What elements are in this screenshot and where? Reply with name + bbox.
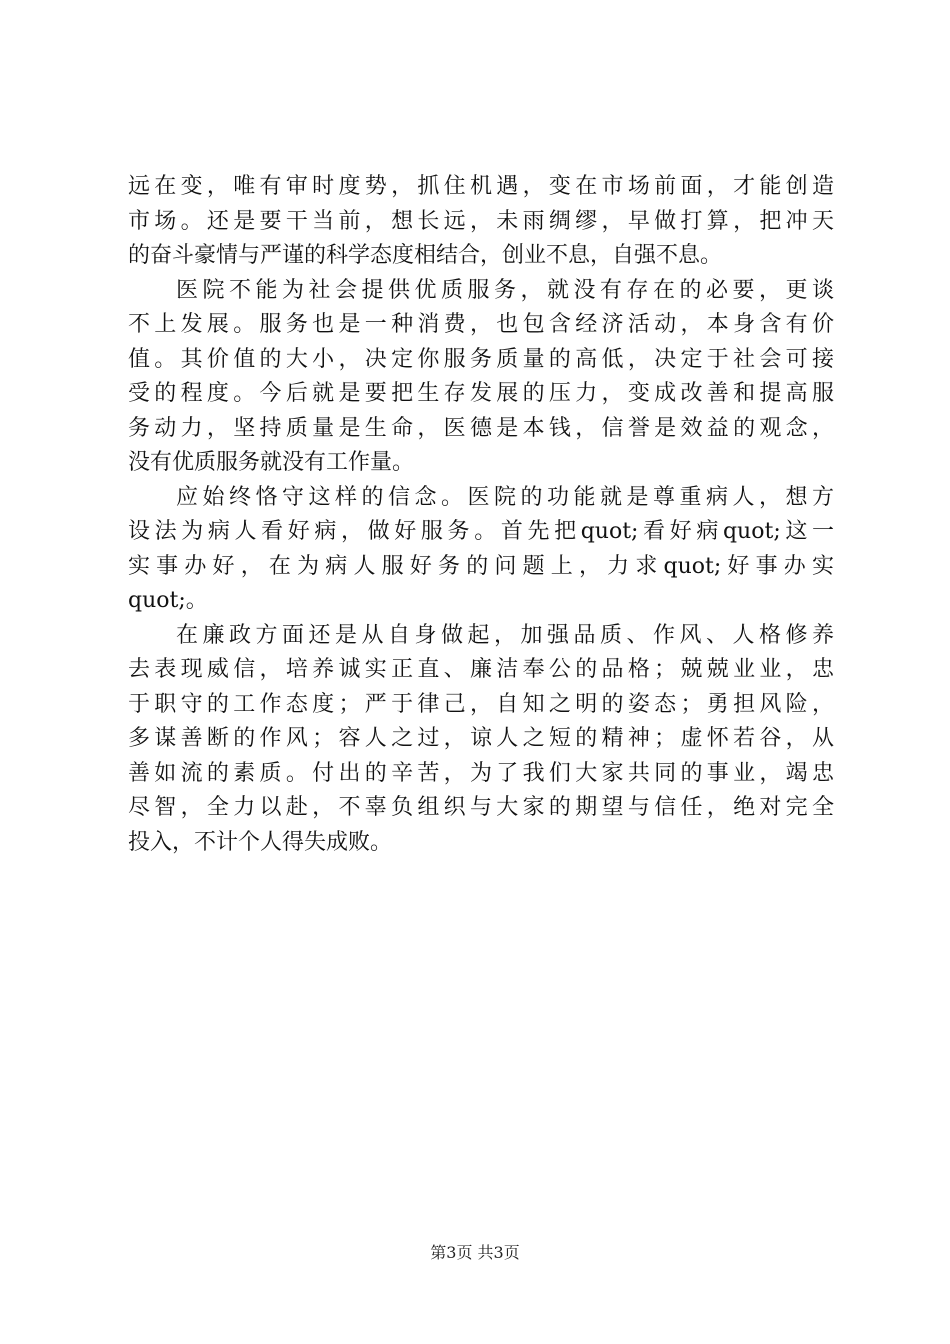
text-line: 不上发展。服务也是一种消费，也包含经济活动，本身含有价 xyxy=(128,312,834,337)
text-line: quot;。 xyxy=(128,588,208,613)
document-body xyxy=(128,170,834,860)
text-line: 尽智，全力以赴，不辜负组织与大家的期望与信任，绝对完全 xyxy=(128,795,834,820)
text-line: 远在变，唯有审时度势，抓住机遇，变在市场前面，才能创造 xyxy=(128,174,834,199)
page-number-footer: 第3页 共3页 xyxy=(430,1243,520,1262)
text-line: 在廉政方面还是从自身做起，加强品质、作风、人格修养 xyxy=(176,622,834,648)
text-line: 值。其价值的大小，决定你服务质量的高低，决定于社会可接 xyxy=(128,346,834,372)
text-line: 实事办好，在为病人服好务的问题上，力求quot;好事办实 xyxy=(128,553,834,579)
text-line: 于职守的工作态度；严于律己，自知之明的姿态；勇担风险， xyxy=(128,691,834,717)
text-line: 多谋善断的作风；容人之过，谅人之短的精神；虚怀若谷，从 xyxy=(128,726,834,751)
text-line: 投入，不计个人得失成败。 xyxy=(128,829,393,855)
text-line: 没有优质服务就没有工作量。 xyxy=(128,450,415,475)
text-line: 的奋斗豪情与严谨的科学态度相结合，创业不息，自强不息。 xyxy=(128,243,723,268)
text-line: 务动力，坚持质量是生命，医德是本钱，信誉是效益的观念， xyxy=(128,415,834,441)
text-line: 设法为病人看好病，做好服务。首先把quot;看好病quot;这一 xyxy=(128,519,834,544)
text-line: 应始终恪守这样的信念。医院的功能就是尊重病人，想方 xyxy=(176,484,834,510)
text-line: 受的程度。今后就是要把生存发展的压力，变成改善和提高服 xyxy=(128,381,834,406)
text-line: 市场。还是要干当前，想长远，未雨绸缪，早做打算，把冲天 xyxy=(128,208,834,234)
text-line: 去表现威信，培养诚实正直、廉洁奉公的品格；兢兢业业，忠 xyxy=(128,657,834,682)
text-line: 医院不能为社会提供优质服务，就没有存在的必要，更谈 xyxy=(176,277,834,303)
text-line: 善如流的素质。付出的辛苦，为了我们大家共同的事业，竭忠 xyxy=(128,760,834,786)
